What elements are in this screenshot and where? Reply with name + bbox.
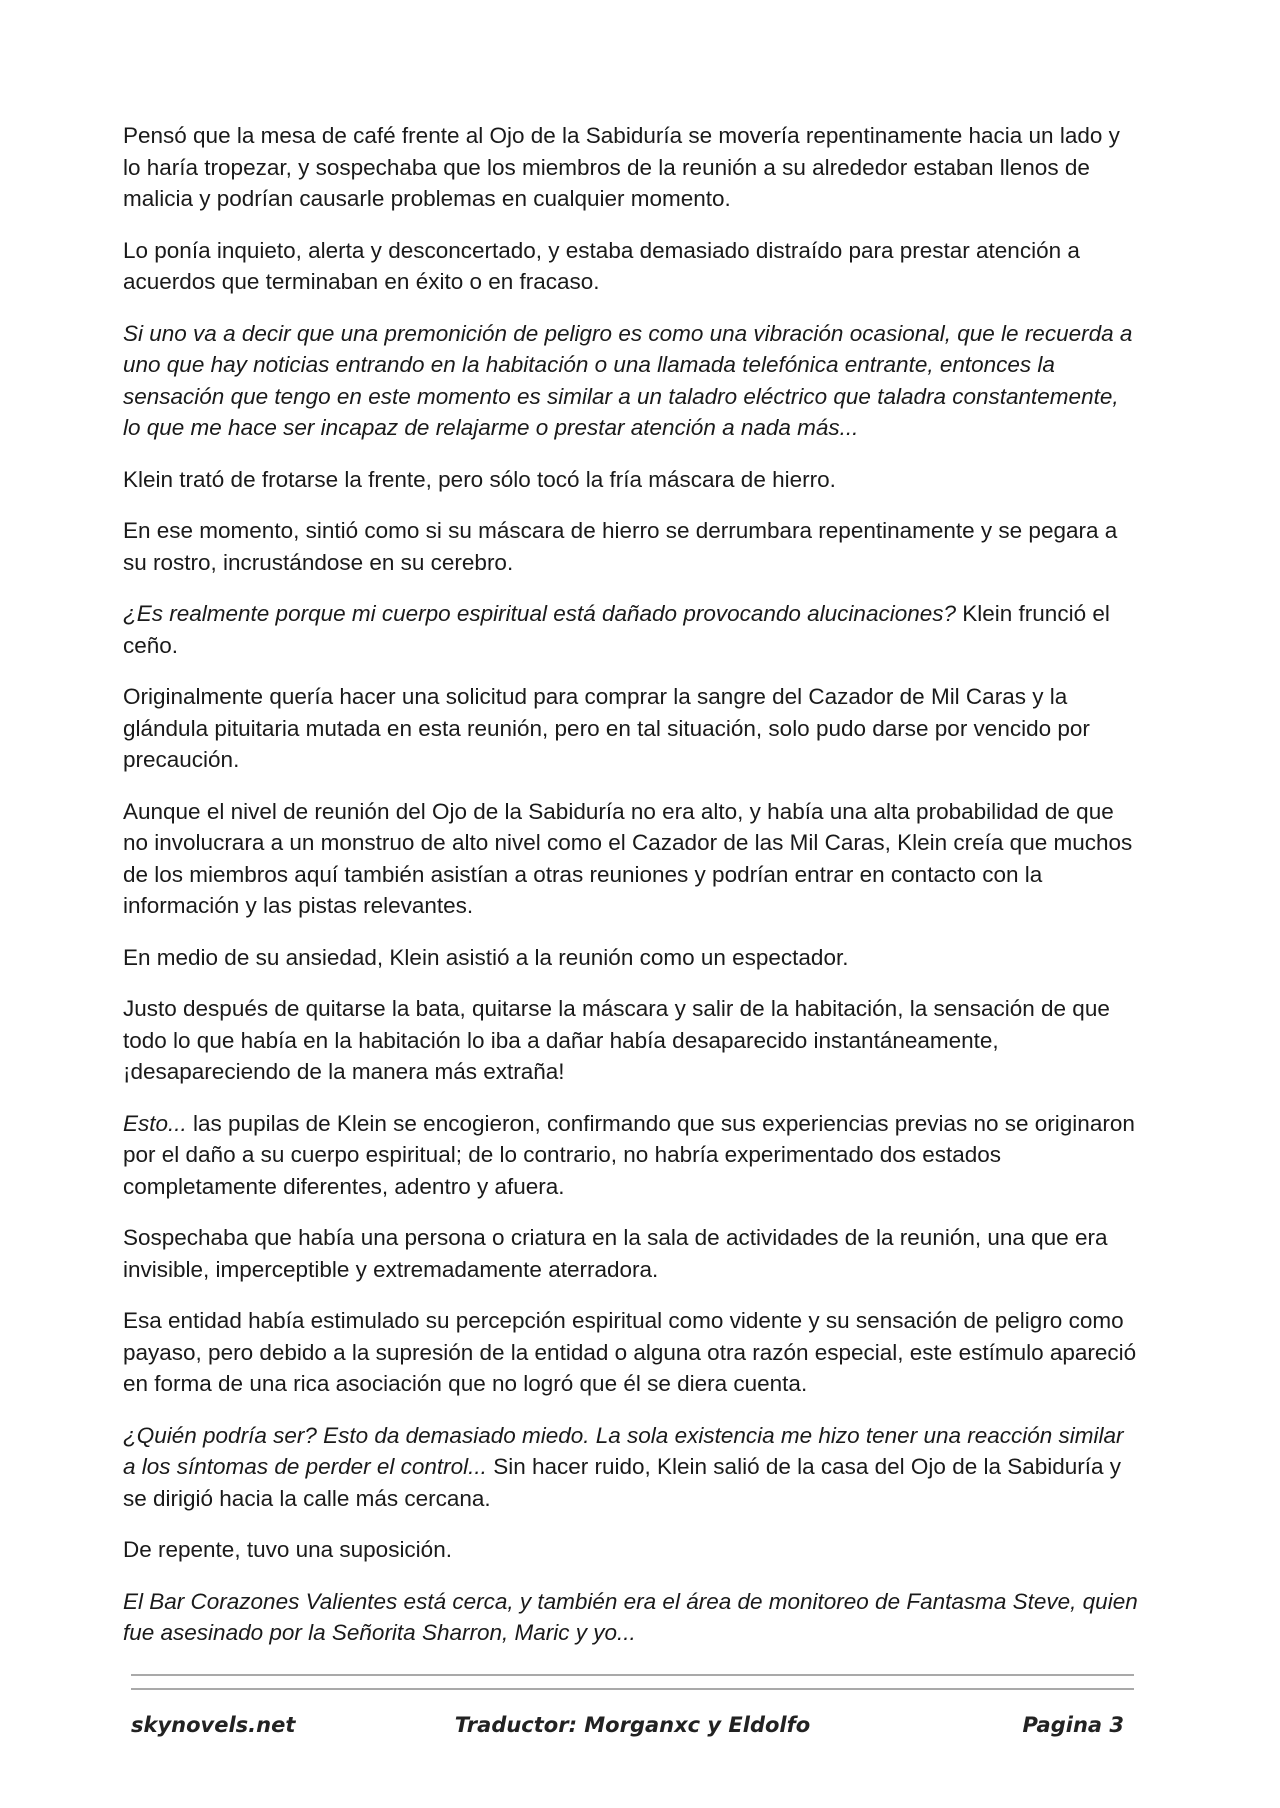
text: Aunque el nivel de reunión del Ojo de la Sabiduría no era alto, y había una alta probabilidad de que no involucrara a un monstruo de alto nivel como el Cazador de las Mil Caras, Klein creía que muchos de los miembros aquí también asistían a otras reuniones y podrían entrar en contacto con la información y las pistas relevantes. (123, 798, 1133, 918)
page-footer (131, 1713, 1134, 1747)
text: Klein trató de frotarse la frente, pero sólo tocó la fría máscara de hierro. (123, 466, 836, 492)
paragraph (123, 1420, 1141, 1515)
text: las pupilas de Klein se encogieron, confirmando que sus experiencias previas no se originaron por el daño a su cuerpo espiritual; de lo contrario, no habría experimentado dos estados completamente diferentes, adentro y afuera. (123, 1110, 1135, 1199)
paragraph (123, 598, 1141, 661)
italic-text: El Bar Corazones Valientes está cerca, y también era el área de monitoreo de Fantasma Steve, quien fue asesinado por la Señorita Sharron, Maric y yo... (123, 1588, 1138, 1645)
paragraph (123, 464, 1141, 496)
footer-site: skynovels.net (131, 1713, 296, 1737)
text: Lo ponía inquieto, alerta y desconcertado, y estaba demasiado distraído para prestar atención a acuerdos que terminaban en éxito o en fracaso. (123, 237, 1080, 294)
paragraph (123, 1305, 1141, 1400)
paragraph (123, 993, 1141, 1088)
text: De repente, tuvo una suposición. (123, 1537, 452, 1562)
text: Justo después de quitarse la bata, quitarse la máscara y salir de la habitación, la sensación de que todo lo que había en la habitación lo iba a dañar había desaparecido instantáneamente, ¡desapareciendo de la manera más extraña! (123, 996, 1110, 1084)
text: Esa entidad había estimulado su percepción espiritual como vidente y su sensación de peligro como payaso, pero debido a la supresión de la entidad o alguna otra razón especial, este estímulo apareció en forma de una rica asociación que no logró que él se diera cuenta. (123, 1308, 1137, 1396)
paragraph (123, 796, 1141, 922)
text: En medio de su ansiedad, Klein asistió a la reunión como un espectador. (123, 944, 849, 970)
text: Sospechaba que había una persona o criatura en la sala de actividades de la reunión, una que era invisible, imperceptible y extremadamente aterradora. (123, 1225, 1108, 1282)
italic-text: Si uno va a decir que una premonición de peligro es como una vibración ocasional, que le recuerda a uno que hay noticias entrando en la habitación o una llamada telefónica entrante, entonces la sensación que tengo en este momento es similar a un taladro eléctrico que taladra constantemente, lo que me hace ser incapaz de relajarme o prestar atención a nada más... (123, 320, 1133, 440)
italic-text: Esto... (123, 1110, 187, 1136)
footer-page-number: Pagina 3 (1022, 1713, 1124, 1737)
paragraph (123, 681, 1141, 776)
paragraph (123, 120, 1141, 215)
text: Sin hacer ruido, Klein salió de la casa del Ojo de la Sabiduría y se dirigió hacia la calle más cercana. (123, 1454, 1122, 1511)
text: Pensó que la mesa de café frente al Ojo de la Sabiduría se movería repentinamente hacia un lado y lo haría tropezar, y sospechaba que los miembros de la reunión a su alrededor estaban llenos de malicia y podrían causarle problemas en cualquier momento. (123, 123, 1120, 211)
footer-divider (131, 1674, 1134, 1690)
page-body (123, 120, 1141, 1669)
italic-text: ¿Quién podría ser? Esto da demasiado miedo. La sola existencia me hizo tener una reacción similar a los síntomas de perder el control... (123, 1422, 1124, 1479)
paragraph (123, 942, 1141, 974)
paragraph (123, 1534, 1141, 1566)
italic-text: ¿Es realmente porque mi cuerpo espiritual está dañado provocando alucinaciones? (123, 601, 957, 626)
paragraph (123, 1108, 1141, 1203)
text: Originalmente quería hacer una solicitud para comprar la sangre del Cazador de Mil Caras y la glándula pituitaria mutada en esta reunión, pero en tal situación, solo pudo darse por vencido por precaución. (123, 684, 1090, 772)
footer-translator: Traductor: Morganxc y Eldolfo (454, 1713, 811, 1737)
paragraph (123, 1586, 1141, 1649)
paragraph (123, 235, 1141, 298)
paragraph (123, 318, 1141, 444)
text: Klein frunció el ceño. (123, 601, 1110, 658)
text: En ese momento, sintió como si su máscara de hierro se derrumbara repentinamente y se pegara a su rostro, incrustándose en su cerebro. (123, 518, 1118, 575)
paragraph (123, 1222, 1141, 1285)
paragraph (123, 515, 1141, 578)
